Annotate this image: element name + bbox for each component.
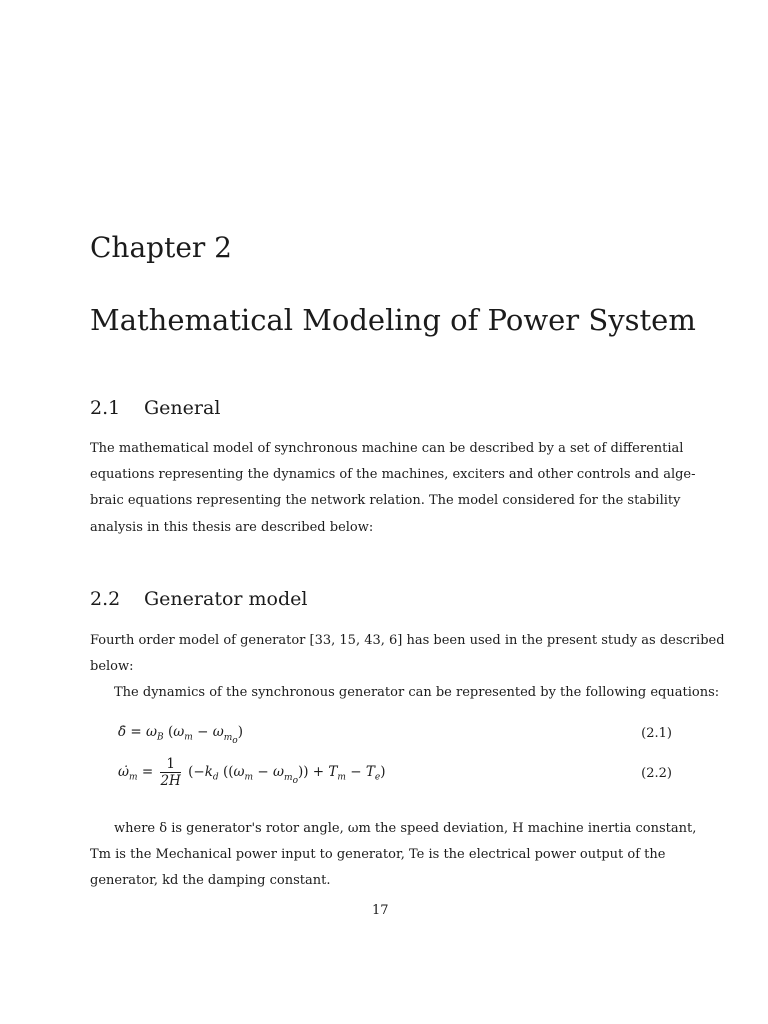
paragraph-line: The dynamics of the synchronous generator can be represented by the following equations:: [114, 685, 720, 700]
where-paragraph: [90, 816, 697, 895]
paragraph-line: equations representing the dynamics of the machines, exciters and other controls and alge-: [90, 467, 696, 483]
dynamics-paragraph: [90, 680, 720, 706]
paragraph-line: generator, kd the damping constant.: [90, 873, 331, 889]
section-heading-generator-model: [90, 587, 307, 611]
paragraph-line: below:: [90, 659, 134, 675]
generator-intro-paragraph: [90, 628, 725, 680]
chapter-title: Mathematical Modeling of Power System: [90, 303, 696, 337]
chapter-label: Chapter 2: [90, 231, 232, 264]
general-paragraph: [90, 436, 696, 541]
section-number: 2.1: [90, 397, 121, 419]
section-number: 2.2: [90, 588, 121, 610]
section-heading-general: [90, 396, 220, 420]
section-title: General: [144, 397, 221, 419]
paragraph-line: Fourth order model of generator [33, 15, 43, 6] has been used in the present study as described: [90, 633, 725, 648]
equation-rotor-angle: δ̇ = $\omega_B$ $(\omega_m - \omega_{m_o})$: [118, 724, 243, 746]
equation-number: (2.1): [641, 726, 672, 741]
section-title: Generator model: [144, 588, 308, 610]
paragraph-line: Tm is the Mechanical power input to generator, Te is the electrical power output of the: [90, 847, 666, 863]
paragraph-line: braic equations representing the network relation. The model considered for the stability: [90, 493, 681, 509]
paragraph-line: analysis in this thesis are described below:: [90, 519, 374, 535]
paragraph-line: where δ is generator's rotor angle, ωm the speed deviation, H machine inertia constant,: [114, 821, 697, 836]
equation-number: (2.2): [641, 766, 672, 781]
equation-speed: $\omegȧ_m$ = $\frac{1}{2H}$ ($-k_d$ $((\omega_m - \omega_{m_o})) + T_m - T_e$): [118, 756, 386, 789]
paragraph-line: The mathematical model of synchronous machine can be described by a set of differential: [90, 441, 684, 456]
page-number: 17: [372, 903, 389, 918]
